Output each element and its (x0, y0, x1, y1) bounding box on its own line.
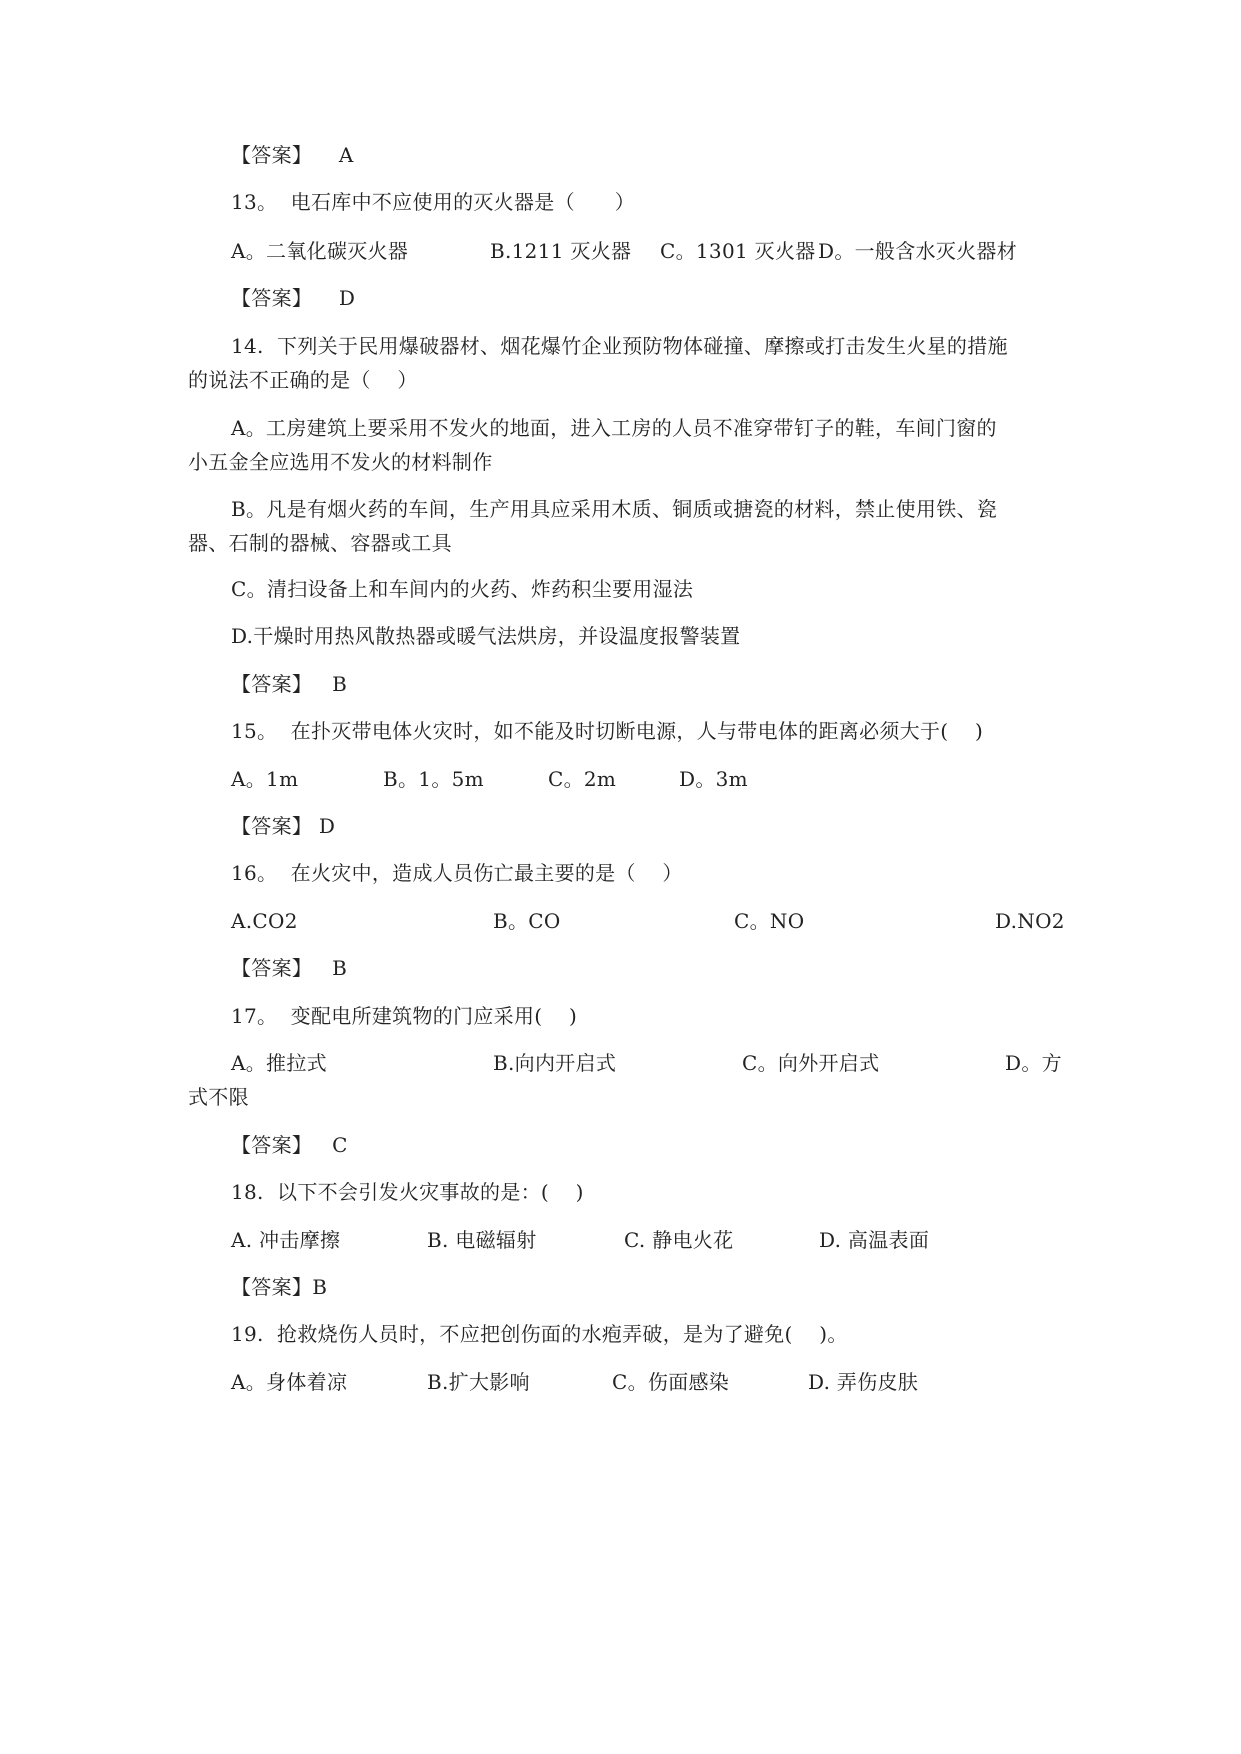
option-19-a: A。身体着凉 (231, 1370, 348, 1394)
option-17-d-continued: 式不限 (188, 1085, 249, 1109)
option-13-a: A。二氧化碳灭火器 (231, 239, 409, 263)
option-18-c: C. 静电火花 (624, 1228, 734, 1252)
question-19: 19. 抢救烧伤人员时，不应把创伤面的水疱弄破，是为了避免( )。 (231, 1322, 848, 1346)
option-14-a-line-2: 小五金全应选用不发火的材料制作 (188, 450, 493, 474)
option-17-a: A。推拉式 (231, 1051, 327, 1075)
question-13: 13。 电石库中不应使用的灭火器是（ ） (231, 190, 636, 214)
option-14-c: C。清扫设备上和车间内的火药、炸药积尘要用湿法 (231, 577, 694, 601)
option-14-d: D.干燥时用热风散热器或暖气法烘房，并设温度报警装置 (231, 624, 741, 648)
option-18-b: B. 电磁辐射 (427, 1228, 537, 1252)
answer-15: 【答案】 D (231, 814, 336, 838)
option-19-d: D. 弄伤皮肤 (808, 1370, 919, 1394)
option-13-b: B.1211 灭火器 (490, 239, 632, 263)
option-18-a: A. 冲击摩擦 (231, 1228, 341, 1252)
question-14-line-1: 14. 下列关于民用爆破器材、烟花爆竹企业预防物体碰撞、摩擦或打击发生火星的措施 (231, 334, 1008, 358)
option-14-a-line-1: A。工房建筑上要采用不发火的地面，进入工房的人员不准穿带钉子的鞋，车间门窗的 (231, 416, 997, 440)
question-15: 15。 在扑灭带电体火灾时，如不能及时切断电源，人与带电体的距离必须大于( ) (231, 719, 984, 743)
option-17-b: B.向内开启式 (493, 1051, 617, 1075)
option-16-c: C。NO (734, 909, 805, 933)
question-17: 17。 变配电所建筑物的门应采用( ) (231, 1004, 578, 1028)
answer-14: 【答案】 B (231, 672, 348, 696)
option-15-a: A。1m (231, 767, 299, 791)
option-15-c: C。2m (548, 767, 617, 791)
question-16: 16。 在火灾中，造成人员伤亡最主要的是（ ） (231, 861, 683, 885)
answer-13: 【答案】 D (231, 286, 356, 310)
option-14-b-line-1: B。凡是有烟火药的车间，生产用具应采用木质、铜质或搪瓷的材料，禁止使用铁、瓷 (231, 497, 998, 521)
option-13-d: D。一般含水灭火器材 (818, 239, 1018, 263)
option-16-a: A.CO2 (231, 909, 298, 933)
option-13-c: C。1301 灭火器 (660, 239, 816, 263)
option-15-b: B。1。5m (383, 767, 484, 791)
option-18-d: D. 高温表面 (819, 1228, 930, 1252)
option-17-c: C。向外开启式 (742, 1051, 880, 1075)
question-14-line-2: 的说法不正确的是（ ） (188, 368, 418, 392)
answer-12: 【答案】 A (231, 143, 354, 167)
answer-18: 【答案】B (231, 1275, 328, 1299)
option-19-c: C。伤面感染 (612, 1370, 730, 1394)
option-14-b-line-2: 器、石制的器械、容器或工具 (188, 531, 452, 555)
answer-17: 【答案】 C (231, 1133, 348, 1157)
question-18: 18. 以下不会引发火灾事故的是：( ) (231, 1180, 584, 1204)
option-16-b: B。CO (493, 909, 561, 933)
option-19-b: B.扩大影响 (427, 1370, 530, 1394)
answer-16: 【答案】 B (231, 956, 348, 980)
option-16-d: D.NO2 (995, 909, 1065, 933)
option-17-d: D。方 (1005, 1051, 1062, 1075)
option-15-d: D。3m (679, 767, 748, 791)
